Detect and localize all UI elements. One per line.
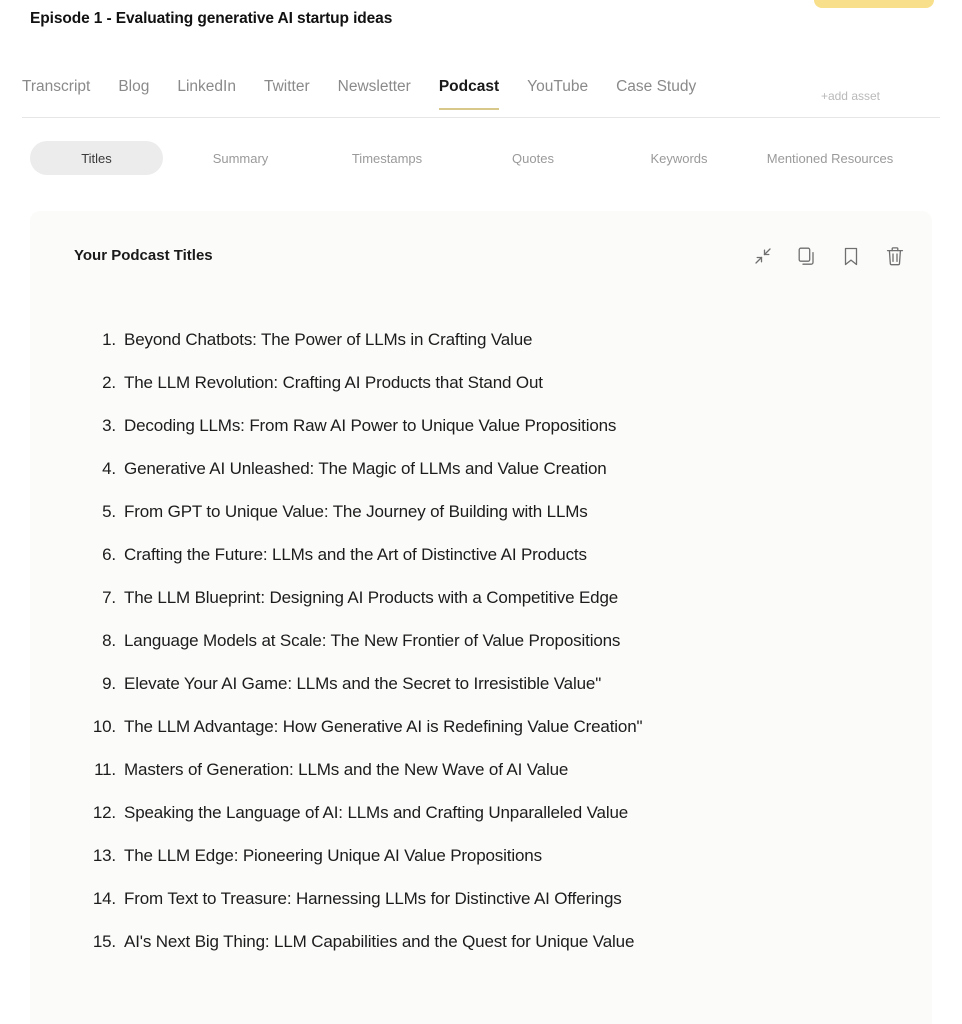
list-item[interactable]	[90, 759, 892, 781]
list-item[interactable]	[90, 802, 892, 824]
list-item[interactable]	[90, 888, 892, 910]
trash-icon[interactable]	[882, 243, 908, 269]
list-item-number: 14.	[92, 889, 116, 908]
asset-tab-bar	[22, 78, 940, 118]
tab-podcast[interactable]: Podcast	[439, 78, 499, 110]
sub-tab-keywords[interactable]: Keywords	[650, 150, 708, 166]
list-item-number: 1.	[102, 330, 116, 349]
list-item-text: AI's Next Big Thing: LLM Capabilities and the Quest for Unique Value	[124, 932, 635, 951]
titles-card	[30, 211, 932, 1024]
list-item-text: From GPT to Unique Value: The Journey of Building with LLMs	[124, 502, 588, 521]
tab-case-study[interactable]: Case Study	[616, 78, 697, 95]
bookmark-icon[interactable]	[838, 243, 864, 269]
list-item[interactable]	[90, 931, 892, 953]
add-asset-button[interactable]: +add asset	[820, 89, 880, 103]
card-header	[30, 211, 932, 295]
list-item-text: Speaking the Language of AI: LLMs and Crafting Unparalleled Value	[124, 803, 629, 822]
tab-twitter[interactable]: Twitter	[263, 78, 310, 95]
card-action-bar	[750, 243, 908, 269]
list-item-number: 2.	[102, 373, 116, 392]
list-item[interactable]	[90, 845, 892, 867]
copy-icon[interactable]	[794, 243, 820, 269]
list-item-text: The LLM Blueprint: Designing AI Products with a Competitive Edge	[124, 588, 619, 607]
list-item-text: Beyond Chatbots: The Power of LLMs in Crafting Value	[124, 330, 533, 349]
list-item-number: 3.	[102, 416, 116, 435]
sub-tab-summary[interactable]: Summary	[212, 150, 269, 166]
list-item[interactable]	[90, 372, 892, 394]
list-item[interactable]	[90, 329, 892, 351]
list-item-text: The LLM Edge: Pioneering Unique AI Value Propositions	[124, 846, 542, 865]
list-item-number: 12.	[92, 803, 116, 822]
list-item-number: 10.	[92, 717, 116, 736]
list-item-number: 8.	[102, 631, 116, 650]
list-item[interactable]	[90, 458, 892, 480]
list-item-text: The LLM Revolution: Crafting AI Products that Stand Out	[124, 373, 543, 392]
collapse-icon[interactable]	[750, 243, 776, 269]
list-item[interactable]	[90, 501, 892, 523]
list-item[interactable]	[90, 630, 892, 652]
list-item-number: 4.	[102, 459, 116, 478]
list-item[interactable]	[90, 673, 892, 695]
podcast-titles-list	[90, 329, 892, 974]
sub-tab-bar	[30, 141, 930, 175]
list-item-text: Elevate Your AI Game: LLMs and the Secret to Irresistible Value"	[124, 674, 602, 693]
list-item-number: 13.	[92, 846, 116, 865]
sub-tab-mentioned-resources[interactable]: Mentioned Resources	[766, 150, 894, 166]
list-item-text: The LLM Advantage: How Generative AI is Redefining Value Creation"	[124, 717, 643, 736]
list-item[interactable]	[90, 544, 892, 566]
list-item-number: 11.	[94, 760, 116, 779]
list-item[interactable]	[90, 587, 892, 609]
list-item[interactable]	[90, 716, 892, 738]
sub-tab-quotes[interactable]: Quotes	[512, 150, 554, 166]
tab-newsletter[interactable]: Newsletter	[337, 78, 411, 95]
tab-blog[interactable]: Blog	[118, 78, 150, 95]
list-item-number: 15.	[92, 932, 116, 951]
list-item-text: Crafting the Future: LLMs and the Art of Distinctive AI Products	[124, 545, 587, 564]
list-item-text: Language Models at Scale: The New Frontier of Value Propositions	[124, 631, 621, 650]
list-item[interactable]	[90, 415, 892, 437]
highlight-pill	[814, 0, 934, 8]
list-item-number: 7.	[102, 588, 116, 607]
tab-youtube[interactable]: YouTube	[527, 78, 589, 95]
list-item-text: From Text to Treasure: Harnessing LLMs for Distinctive AI Offerings	[124, 889, 622, 908]
list-item-number: 6.	[102, 545, 116, 564]
page-title: Episode 1 - Evaluating generative AI startup ideas	[30, 10, 393, 27]
list-item-text: Masters of Generation: LLMs and the New Wave of AI Value	[124, 760, 569, 779]
tab-linkedin[interactable]: LinkedIn	[177, 78, 236, 95]
card-title: Your Podcast Titles	[74, 247, 213, 264]
list-item-number: 5.	[102, 502, 116, 521]
sub-tab-timestamps[interactable]: Timestamps	[351, 150, 423, 166]
tab-transcript[interactable]: Transcript	[22, 78, 91, 95]
list-item-text: Generative AI Unleashed: The Magic of LLMs and Value Creation	[124, 459, 607, 478]
list-item-number: 9.	[102, 674, 116, 693]
list-item-text: Decoding LLMs: From Raw AI Power to Unique Value Propositions	[124, 416, 617, 435]
sub-tab-titles[interactable]: Titles	[30, 141, 163, 175]
